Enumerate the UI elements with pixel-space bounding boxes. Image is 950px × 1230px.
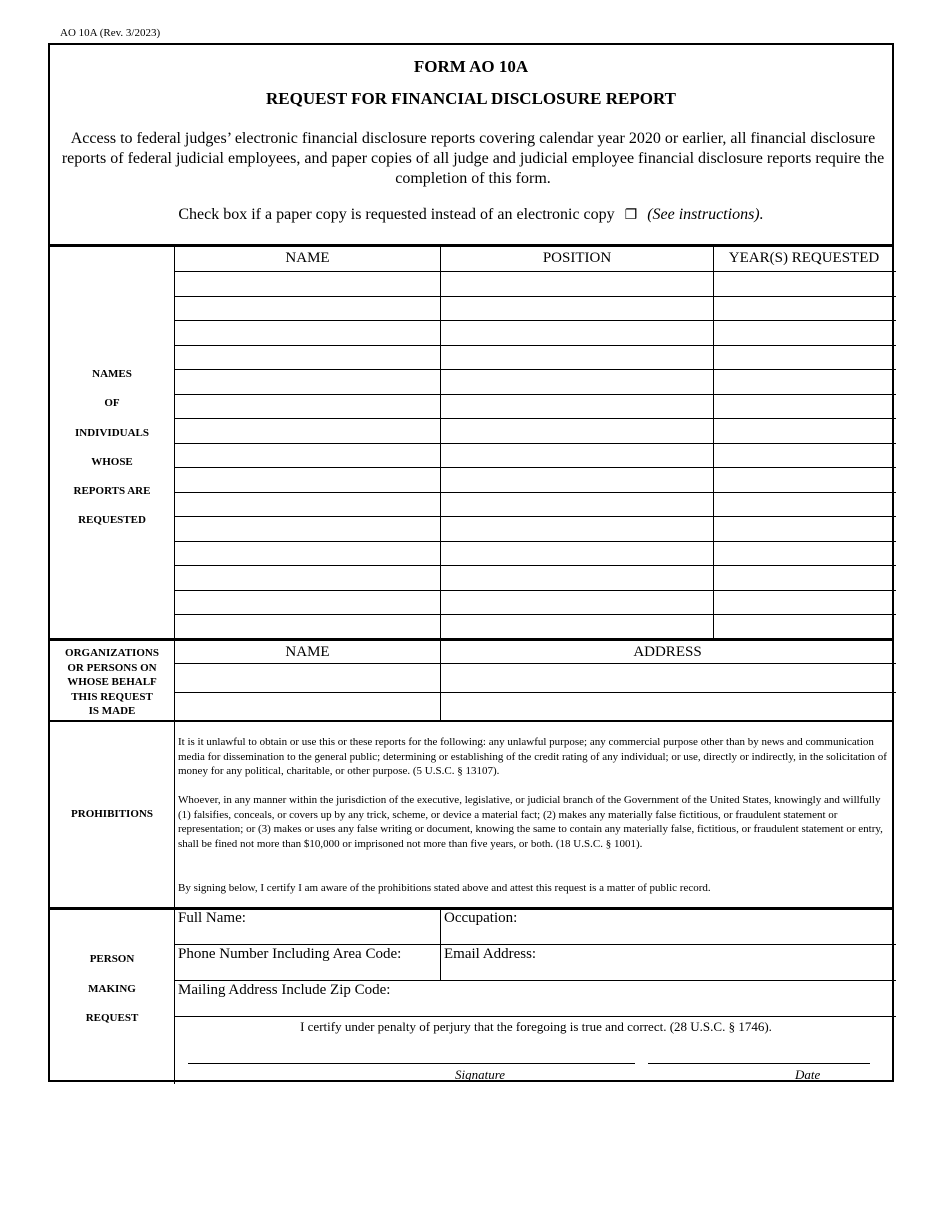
full-name-field[interactable]: Full Name: (178, 910, 246, 926)
signature-line[interactable] (188, 1063, 635, 1064)
side-label-line: INDIVIDUALS (75, 426, 149, 439)
prohibitions-paragraph-1: It is it unlawful to obtain or use this or these reports for the following: any unlawful purpose; any commercial purpose other than by news and communication media for dissemination to the general public; determining or establishing of the credit rating of any individual; or use, directly or indirectly, in the solicitation of money for any political, charitable, or other purpose. (5 U.S.C. § 13107). (178, 736, 887, 777)
mailing-address-field[interactable]: Mailing Address Include Zip Code: (178, 982, 391, 998)
table-row[interactable] (174, 394, 896, 395)
table-row (174, 944, 896, 945)
request-form (48, 43, 894, 1082)
occupation-field[interactable]: Occupation: (444, 910, 518, 926)
form-header (50, 45, 892, 246)
email-field[interactable]: Email Address: (444, 946, 537, 962)
side-label-line: ORGANIZATIONS (65, 647, 159, 659)
paper-copy-line (50, 206, 892, 224)
individuals-side-label (50, 360, 174, 536)
prohibitions-paragraph-3: By signing below, I certify I am aware of the prohibitions stated above and attest this request is a matter of public record. (178, 882, 711, 894)
col-header-years: YEAR(S) REQUESTED (728, 250, 880, 266)
side-label-line: REPORTS ARE (73, 485, 151, 498)
table-row[interactable] (174, 271, 896, 272)
paper-copy-text: Check box if a paper copy is requested instead of an electronic copy (178, 206, 615, 223)
org-col-header-name: NAME (285, 644, 330, 660)
side-label-line: MAKING (88, 982, 136, 995)
side-label-line: IS MADE (88, 705, 136, 717)
table-row[interactable] (174, 614, 896, 615)
side-label-line: OF (104, 397, 120, 410)
side-label-line: REQUESTED (78, 514, 146, 527)
form-subtitle: REQUEST FOR FINANCIAL DISCLOSURE REPORT (265, 89, 676, 108)
prohibitions-side-label: PROHIBITIONS (71, 808, 153, 820)
divider (50, 720, 892, 722)
table-row (174, 980, 896, 981)
form-title: FORM AO 10A (413, 57, 529, 76)
table-row[interactable] (174, 467, 896, 468)
signature-caption: Signature (455, 1067, 506, 1082)
prohibitions-paragraph-2: Whoever, in any manner within the jurisdiction of the executive, legislative, or judicial branch of the Government of the United States, knowingly and willfully (1) falsifies, conceals, or covers up by any trick, scheme, or device a material fact; (2) makes any materially false fictitious, or fraudulent statement or representation; or (3) makes or uses any false writing or document, knowing the same to contain any materially false, fictitious, or fraudulent statement or entry, shall be fined not more than $10,000 or imprisoned not more than five years, or both. (18 U.S.C. § 1001). (178, 794, 883, 850)
organizations-side-label (50, 646, 174, 719)
phone-field[interactable]: Phone Number Including Area Code: (178, 946, 402, 962)
table-row (174, 1016, 896, 1017)
col-header-name: NAME (285, 250, 330, 266)
table-row (174, 663, 896, 664)
table-row[interactable] (174, 418, 896, 419)
table-row[interactable] (174, 296, 896, 297)
side-column-divider (174, 247, 175, 1084)
form-revision: AO 10A (Rev. 3/2023) (60, 27, 161, 39)
side-label-line: NAMES (92, 368, 132, 380)
table-row[interactable] (174, 369, 896, 370)
table-row[interactable] (174, 590, 896, 591)
paper-copy-checkbox[interactable]: ❐ (624, 207, 638, 223)
table-row[interactable] (174, 541, 896, 542)
side-label-line: THIS REQUEST (71, 690, 153, 703)
paper-copy-note: (See instructions). (647, 206, 764, 223)
table-row[interactable] (174, 345, 896, 346)
certification-text: I certify under penalty of perjury that the foregoing is true and correct. (28 U.S.C. § 1746). (300, 1019, 772, 1034)
table-row[interactable] (174, 492, 896, 493)
table-row[interactable] (174, 565, 896, 566)
side-label-line: OR PERSONS ON (67, 661, 157, 674)
side-label-line: WHOSE BEHALF (67, 676, 157, 688)
date-line[interactable] (648, 1063, 870, 1064)
divider (50, 244, 892, 247)
table-row[interactable] (174, 320, 896, 321)
org-col-header-address: ADDRESS (633, 644, 702, 660)
requester-side-label (50, 945, 174, 1034)
side-label-line: REQUEST (85, 1012, 139, 1025)
table-row (174, 692, 896, 693)
intro-text: Access to federal judges’ electronic financial disclosure reports covering calendar year 2020 or earlier, all financial disclosure reports of federal judicial employees, and paper copies of all judge and judicial employee financial disclosure reports require the completion of this form. (61, 130, 885, 187)
side-label-line: WHOSE (91, 455, 133, 468)
column-divider (440, 910, 441, 980)
table-row[interactable] (174, 443, 896, 444)
date-caption: Date (795, 1067, 821, 1082)
col-header-position: POSITION (542, 250, 612, 266)
divider (50, 638, 892, 641)
table-row[interactable] (174, 516, 896, 517)
side-label-line: PERSON (89, 953, 135, 965)
